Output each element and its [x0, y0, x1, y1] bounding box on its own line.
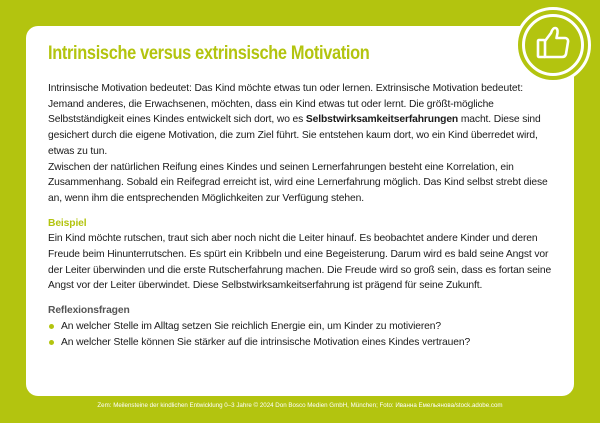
intro-text-2: macht. Diese sind gesichert durch die eigene Motivation, die zum Ziel führt. Sie entstehen kaum dort, wo ein Kind überredet wird, etwas zu tun. [48, 114, 541, 157]
page-title: Intrinsische versus extrinsische Motivation [48, 42, 370, 64]
intro-bold-term: Selbstwirksamkeitserfahrungen [305, 114, 459, 126]
example-heading: Beispiel [48, 217, 87, 229]
reflection-list [48, 319, 553, 350]
reflection-question: An welcher Stelle können Sie stärker auf die intrinsische Motivation eines Kindes vertrauen? [48, 335, 553, 351]
thumbs-up-badge [515, 7, 591, 83]
thumbs-up-icon [535, 25, 571, 61]
main-content [48, 81, 553, 350]
intro-text-1: Intrinsische Motivation bedeutet: Das Kind möchte etwas tun oder lernen. Extrinsische Motivation bedeutet: Jemand anderes, die Erwachsenen, möchten, dass ein Kind etwas tut oder lernt. Die größt-mögliche Selbstständigkeit eines Kindes entwickelt sich dort, wo es [48, 83, 523, 126]
footer-credits: Zem: Meilensteine der kindlichen Entwicklung 0–3 Jahre © 2024 Don Bosco Medien GmbH, München; Foto: Ивaннa Eмeльянoвa/stock.adobe.com [97, 402, 503, 409]
reflection-question: An welcher Stelle im Alltag setzen Sie reichlich Energie ein, um Kinder zu motivieren? [48, 319, 553, 335]
intro-paragraph-2: Zwischen der natürlichen Reifung eines Kindes und seinen Lernerfahrungen besteht eine Korrelation, ein Zusammenhang. Sobald ein Reifegrad erreicht ist, wird eine Lernerfahrung möglich. Das Kind selbst strebt diese an, wenn ihm die entsprechenden Möglichkeiten zur Verfügung stehen. [48, 161, 548, 204]
reflection-heading: Reflexionsfragen [48, 305, 130, 317]
example-text: Ein Kind möchte rutschen, traut sich aber noch nicht die Leiter hinauf. Es beobachtet andere Kinder und deren Freude beim Hinunterrutschen. Es spürt ein Kribbeln und eine Begeisterung. Darum wird es bald seine Angst vor der Leiter überwinden und die erste Rutscherfahrung machen. Die Freude wird so groß sein, dass es fortan seine Angst vor der Leiter überwindet. Diese Selbstwirksamkeitserfahrung ist prägend für seine Zukunft. [48, 233, 552, 292]
intro-paragraph [48, 81, 553, 160]
